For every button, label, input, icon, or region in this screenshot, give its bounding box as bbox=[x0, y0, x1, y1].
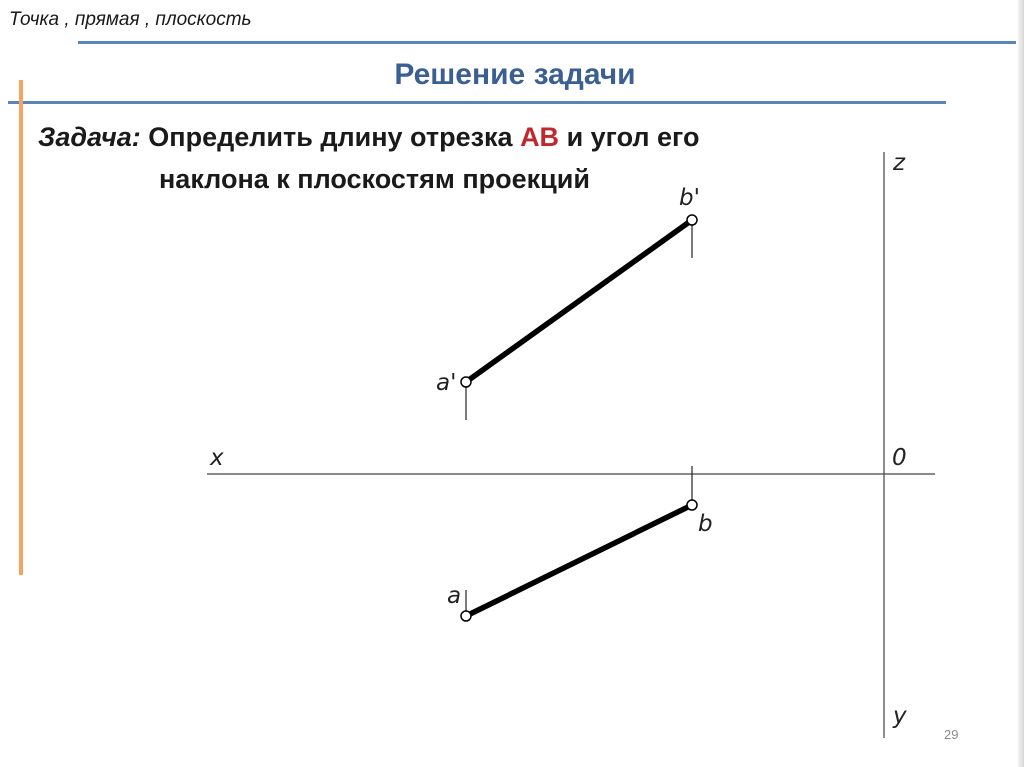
breadcrumb: Точка , прямая , плоскость bbox=[9, 9, 252, 30]
point-b bbox=[687, 500, 697, 510]
task-segment-ab: AB bbox=[520, 122, 560, 152]
z-axis-label: z bbox=[893, 150, 906, 176]
task-text-before: Определить длину отрезка bbox=[140, 122, 521, 152]
point-b-prime bbox=[687, 215, 697, 225]
x-axis-label: x bbox=[210, 445, 224, 471]
page-title: Решение задачи bbox=[394, 58, 636, 91]
task-text-after: и угол его bbox=[559, 122, 700, 152]
segment-a-b bbox=[466, 505, 692, 616]
task-line-2: наклона к плоскостям проекций bbox=[159, 164, 590, 194]
point-a-prime bbox=[461, 377, 471, 387]
segment-a-prime-b-prime bbox=[466, 220, 692, 382]
b-prime-label: b' bbox=[679, 185, 700, 211]
task-label: Задача: bbox=[38, 122, 141, 152]
a-label: a bbox=[447, 583, 462, 609]
y-axis-label: y bbox=[893, 703, 907, 729]
b-label: b bbox=[698, 511, 713, 537]
page-number: 29 bbox=[944, 727, 959, 742]
point-a bbox=[461, 611, 471, 621]
a-prime-label: a' bbox=[436, 370, 457, 396]
origin-label: 0 bbox=[892, 445, 907, 471]
